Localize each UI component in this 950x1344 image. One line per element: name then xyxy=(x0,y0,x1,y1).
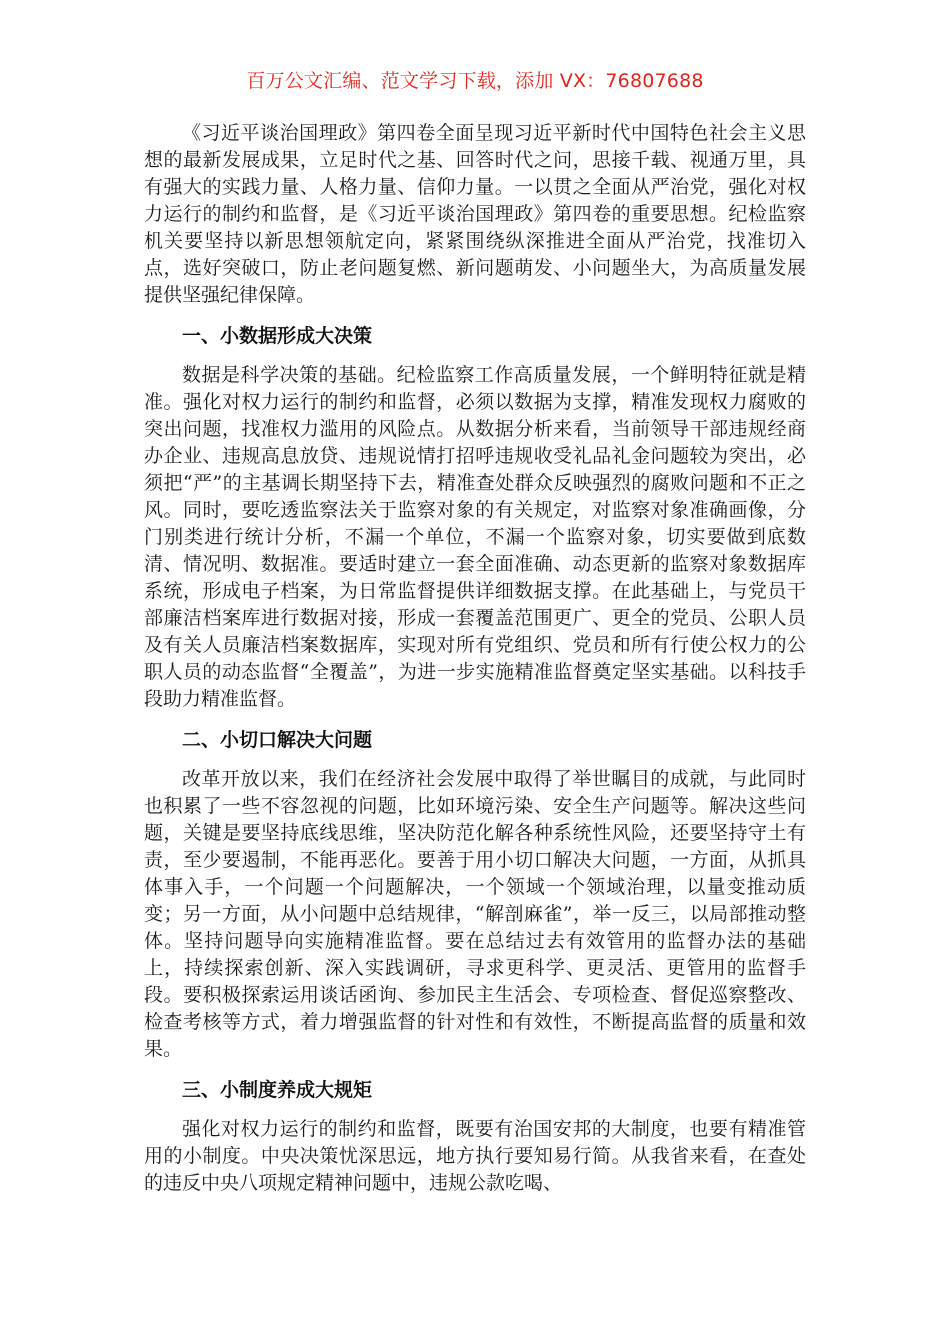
section-heading-3: 三、小制度养成大规矩 xyxy=(182,1079,373,1101)
intro-paragraph: 《习近平谈治国理政》第四卷全面呈现习近平新时代中国特色社会主义思想的最新发展成果，立足时代之基、回答时代之问，思接千载、视通万里，具有强大的实践力量、人格力量、信仰力量。一以贯之全面从严治党，强化对权力运行的制约和监督，是《习近平谈治国理政》第四卷的重要思想。纪检监察机关要坚持以新思想领航定向，紧紧围绕纵深推进全面从严治党，找准切入点，选好突破口，防止老问题复燃、新问题萌发、小问题坐大，为高质量发展提供坚强纪律保障。 xyxy=(144,122,806,306)
section-paragraph-1: 数据是科学决策的基础。纪检监察工作高质量发展，一个鲜明特征就是精准。强化对权力运行的制约和监督，必须以数据为支撑，精准发现权力腐败的突出问题，找准权力滥用的风险点。从数据分析来看，当前领导干部违规经商办企业、违规高息放贷、违规说情打招呼违规收受礼品礼金问题较为突出，必须把“严”的主基调长期坚持下去，精准查处群众反映强烈的腐败问题和不正之风。同时，要吃透监察法关于监察对象的有关规定，对监察对象准确画像，分门别类进行统计分析，不漏一个单位，不漏一个监察对象，切实要做到底数清、情况明、数据准。要适时建立一套全面准确、动态更新的监察对象数据库系统，形成电子档案，为日常监督提供详细数据支撑。在此基础上，与党员干部廉洁档案库进行数据对接，形成一套覆盖范围更广、更全的党员、公职人员及有关人员廉洁档案数据库，实现对所有党组织、党员和所有行使公权力的公职人员的动态监督“全覆盖”，为进一步实施精准监督奠定坚实基础。以科技手段助力精准监督。 xyxy=(144,364,806,710)
download-banner: 百万公文汇编、范文学习下载，添加 VX：76807688 xyxy=(246,70,704,92)
section-paragraph-2: 改革开放以来，我们在经济社会发展中取得了举世瞩目的成就，与此同时也积累了一些不容忽视的问题，比如环境污染、安全生产问题等。解决这些问题，关键是要坚持底线思维，坚决防范化解各种系统性风险，还要坚持守土有责，至少要遏制，不能再恶化。要善于用小切口解决大问题，一方面，从抓具体事入手，一个问题一个问题解决，一个领域一个领域治理，以量变推动质变；另一方面，从小问题中总结规律，“解剖麻雀”，举一反三，以局部推动整体。坚持问题导向实施精准监督。要在总结过去有效管用的监督办法的基础上，持续探索创新、深入实践调研，寻求更科学、更灵活、更管用的监督手段。要积极探索运用谈话函询、参加民主生活会、专项检查、督促巡察整改、检查考核等方式，着力增强监督的针对性和有效性，不断提高监督的质量和效果。 xyxy=(144,768,806,1060)
section-paragraph-3: 强化对权力运行的制约和监督，既要有治国安邦的大制度，也要有精准管用的小制度。中央决策忧深思远，地方执行要知易行简。从我省来看，在查处的违反中央八项规定精神问题中，违规公款吃喝、 xyxy=(144,1118,806,1194)
article-body xyxy=(144,120,806,1197)
section-heading-2: 二、小切口解决大问题 xyxy=(182,729,373,751)
section-heading-1: 一、小数据形成大决策 xyxy=(182,325,373,347)
